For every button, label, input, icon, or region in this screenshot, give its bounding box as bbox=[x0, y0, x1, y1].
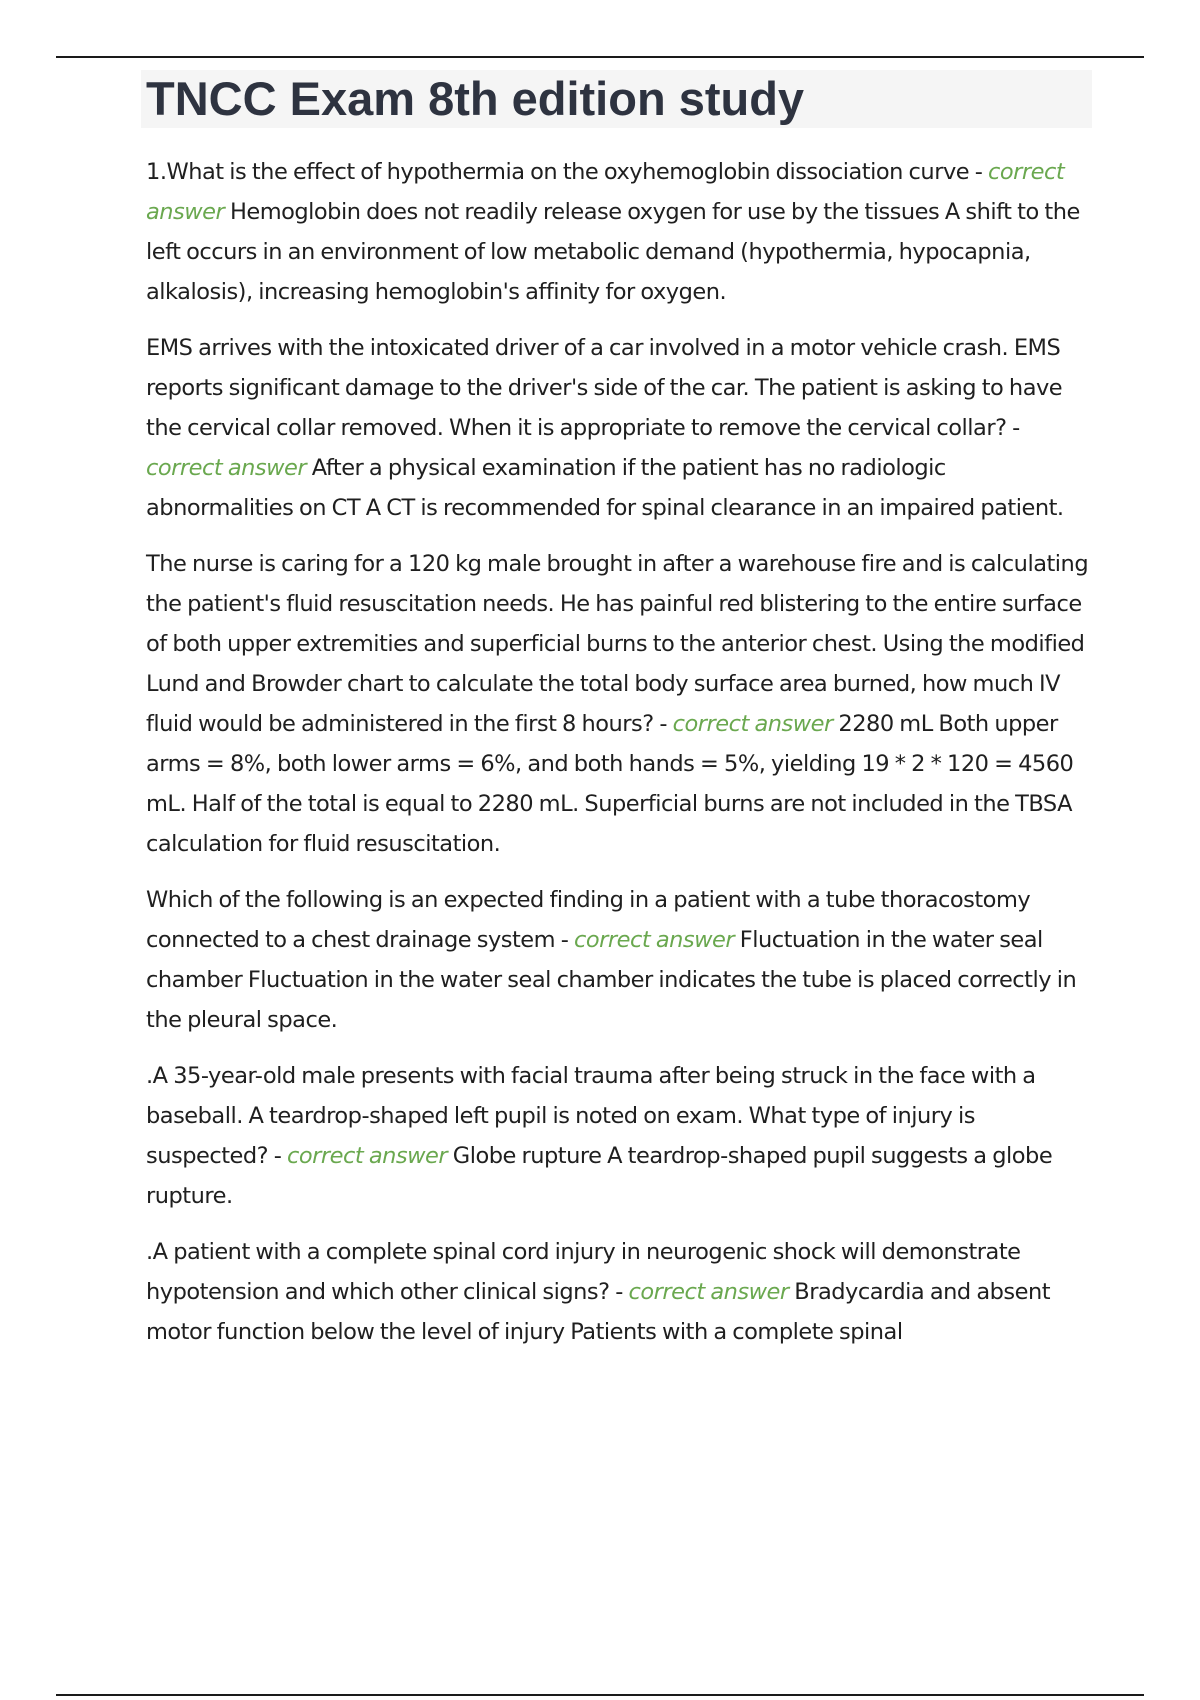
answer-text: Bradycardia and absent motor function below the level of injury Patients with a complete spinal bbox=[146, 1279, 1051, 1345]
page-title: TNCC Exam 8th edition study bbox=[146, 72, 805, 125]
answer-text: Globe rupture A teardrop-shaped pupil suggests a globe rupture. bbox=[146, 1143, 1053, 1209]
bottom-rule bbox=[56, 1694, 1144, 1696]
qa-item bbox=[146, 152, 1096, 312]
correct-answer-label: correct answer bbox=[574, 927, 735, 953]
qa-item bbox=[146, 880, 1096, 1040]
question-text: Which of the following is an expected finding in a patient with a tube thoracostomy connected to a chest drainage system - bbox=[146, 887, 1031, 953]
correct-answer-label: correct answer bbox=[672, 711, 833, 737]
qa-list bbox=[146, 152, 1096, 1368]
question-text: The nurse is caring for a 120 kg male brought in after a warehouse fire and is calculating the patient's fluid resuscitation needs. He has painful red blistering to the entire surface of both upper extremities and superficial burns to the anterior chest. Using the modified Lund and Browder chart to calculate the total body surface area burned, how much IV fluid would be administered in the first 8 hours? - bbox=[146, 551, 1089, 737]
question-text: .A patient with a complete spinal cord injury in neurogenic shock will demonstrate hypotension and which other clinical signs? - bbox=[146, 1239, 1021, 1305]
question-text: EMS arrives with the intoxicated driver of a car involved in a motor vehicle crash. EMS reports significant damage to the driver's side of the car. The patient is asking to have the cervical collar removed. When it is appropriate to remove the cervical collar? - bbox=[146, 335, 1063, 441]
answer-text: Hemoglobin does not readily release oxygen for use by the tissues A shift to the left occurs in an environment of low metabolic demand (hypothermia, hypocapnia, alkalosis), increasing hemoglobin's affinity for oxygen. bbox=[146, 199, 1080, 305]
question-text: 1.What is the effect of hypothermia on the oxyhemoglobin dissociation curve - bbox=[146, 159, 983, 185]
correct-answer-label: correct answer bbox=[287, 1143, 448, 1169]
qa-item bbox=[146, 1232, 1096, 1352]
question-text: .A 35-year-old male presents with facial trauma after being struck in the face with a baseball. A teardrop-shaped left pupil is noted on exam. What type of injury is suspected? - bbox=[146, 1063, 1036, 1169]
answer-text: 2280 mL Both upper arms = 8%, both lower arms = 6%, and both hands = 5%, yielding 19 * 2 * 120 = 4560 mL. Half of the total is equal to 2280 mL. Superficial burns are not included in the TBSA calculation for fluid resuscitation. bbox=[146, 711, 1074, 857]
qa-item bbox=[146, 544, 1096, 864]
answer-text: After a physical examination if the patient has no radiologic abnormalities on CT A CT is recommended for spinal clearance in an impaired patient. bbox=[146, 455, 1064, 521]
qa-item bbox=[146, 328, 1096, 528]
correct-answer-label: correct answer bbox=[146, 159, 1065, 225]
top-rule bbox=[56, 56, 1144, 58]
answer-text: Fluctuation in the water seal chamber Fluctuation in the water seal chamber indicates the tube is placed correctly in the pleural space. bbox=[146, 927, 1077, 1033]
correct-answer-label: correct answer bbox=[146, 455, 307, 481]
qa-item bbox=[146, 1056, 1096, 1216]
correct-answer-label: correct answer bbox=[628, 1279, 789, 1305]
